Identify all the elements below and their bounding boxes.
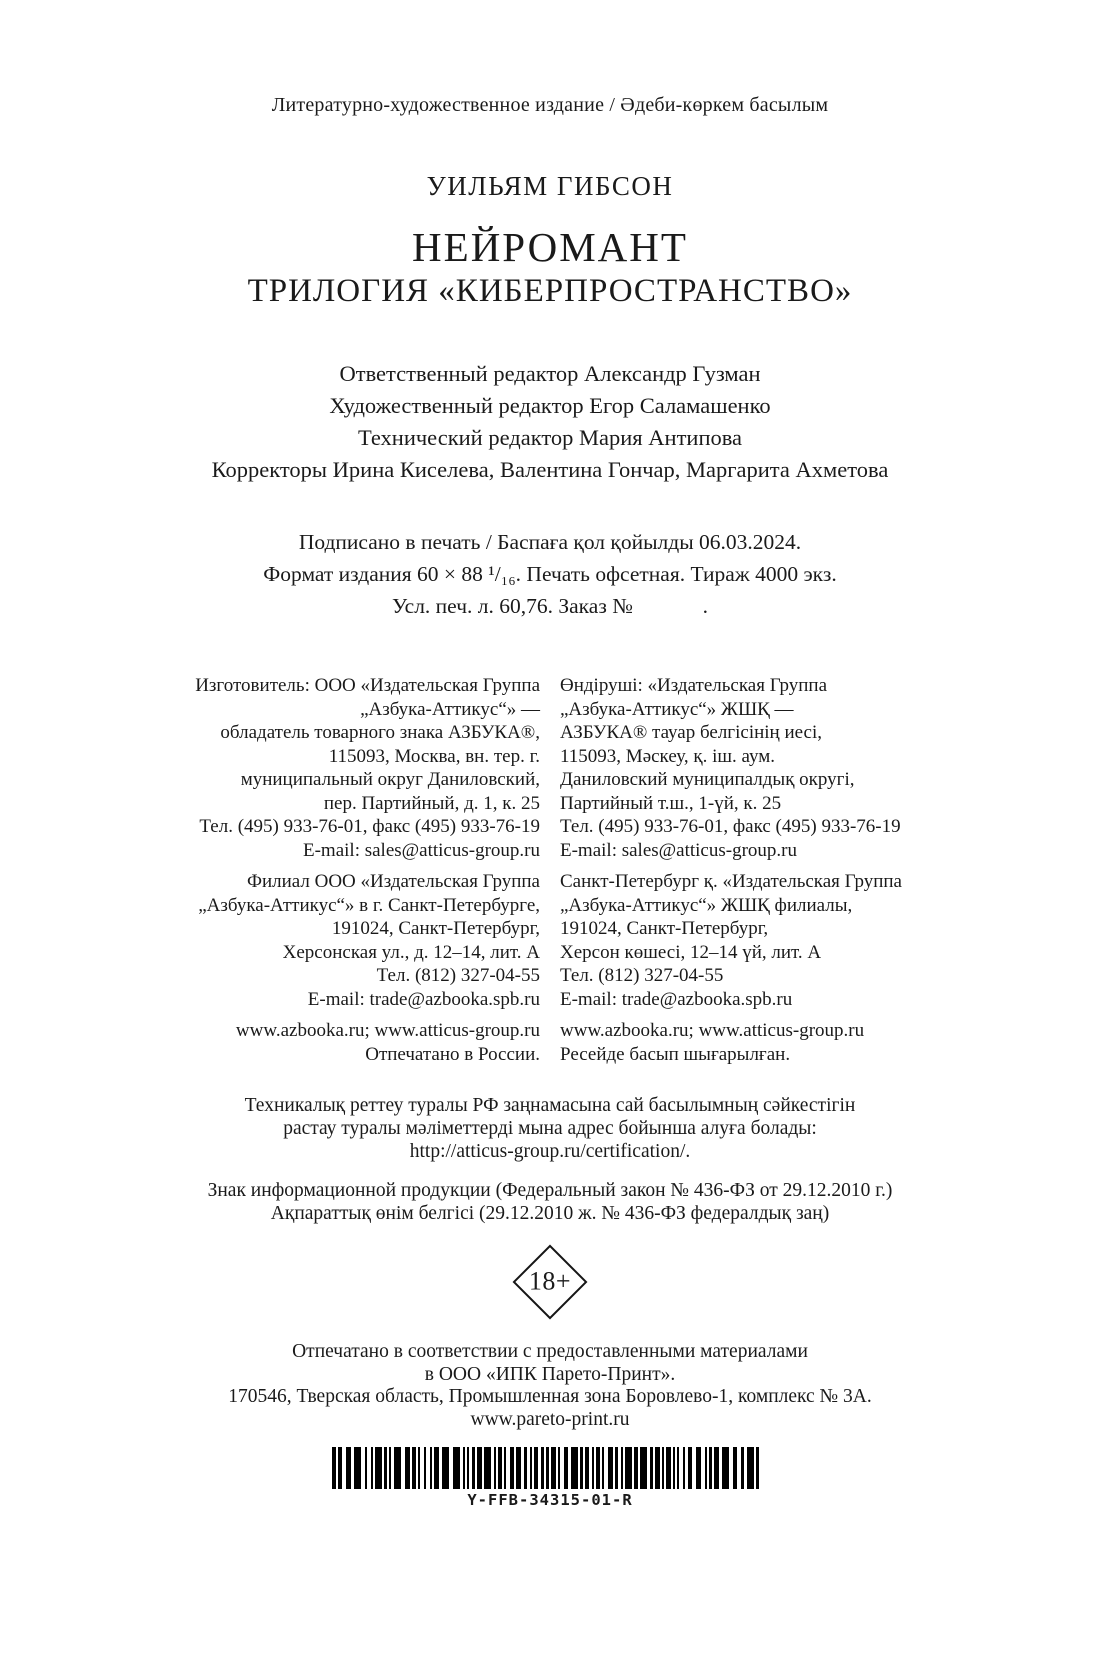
address-block bbox=[168, 674, 540, 862]
text-line: http://atticus-group.ru/certification/. bbox=[409, 1141, 691, 1162]
text-line: Даниловский муниципалдық округі, bbox=[560, 769, 855, 790]
text-line: растау туралы мәліметтерді мына адрес бойынша алуға болады: bbox=[283, 1118, 817, 1139]
text-line: Херсонская ул., д. 12–14, лит. А bbox=[282, 941, 540, 963]
text-line: Корректоры Ирина Киселева, Валентина Гончар, Маргарита Ахметова bbox=[211, 457, 889, 482]
text-line: Филиал ООО «Издательская Группа bbox=[246, 871, 540, 892]
text-line: Тел. (495) 933-76-01, факс (495) 933-76-19 bbox=[199, 816, 540, 837]
text-line: 170546, Тверская область, Промышленная зона Боровлево-1, комплекс № 3А. bbox=[228, 1386, 872, 1407]
text-line: 115093, Мәскеу, қ. іш. аум. bbox=[560, 745, 776, 767]
barcode-bars bbox=[332, 1447, 768, 1489]
publisher-column-russian bbox=[168, 674, 540, 1074]
address-block bbox=[168, 1019, 540, 1066]
text-line: Формат издания 60 × 88 ¹/₁₆. Печать офсетная. Тираж 4000 экз. bbox=[263, 562, 837, 586]
text-line: Санкт-Петербург қ. «Издательская Группа bbox=[560, 871, 902, 892]
age-rating-label: 18+ bbox=[528, 1266, 572, 1296]
editorial-staff bbox=[0, 358, 1100, 486]
text-line: Подписано в печать / Баспаға қол қойылды 06.03.2024. bbox=[298, 530, 802, 554]
text-line: обладатель товарного знака АЗБУКА®, bbox=[220, 722, 540, 743]
text-line: Отпечатано в России. bbox=[365, 1043, 540, 1065]
print-run-info bbox=[0, 526, 1100, 622]
text-line: Технический редактор Мария Антипова bbox=[357, 425, 743, 450]
publisher-columns bbox=[0, 674, 1100, 1074]
text-line: „Азбука-Аттикус“» ЖШҚ филиалы, bbox=[560, 894, 853, 916]
publisher-column-kazakh bbox=[560, 674, 932, 1074]
book-subtitle: ТРИЛОГИЯ «КИБЕРПРОСТРАНСТВО» bbox=[247, 273, 853, 309]
printing-house-info bbox=[0, 1341, 1100, 1431]
text-line: Херсон көшесі, 12–14 үй, лит. А bbox=[560, 941, 822, 963]
text-line: Партийный т.ш., 1-үй, к. 25 bbox=[560, 792, 782, 814]
age-rating-badge bbox=[511, 1243, 589, 1321]
address-block bbox=[560, 870, 932, 1011]
text-line: Отпечатано в соответствии с предоставленными материалами bbox=[292, 1341, 808, 1362]
edition-type-line: Литературно-художественное издание / Әдеби-көркем басылым bbox=[271, 94, 829, 116]
text-line: Тел. (812) 327-04-55 bbox=[376, 965, 540, 986]
text-line: „Азбука-Аттикус“» ЖШҚ — bbox=[560, 698, 794, 720]
text-line: пер. Партийный, д. 1, к. 25 bbox=[323, 792, 540, 814]
text-line: E-mail: sales@atticus-group.ru bbox=[560, 839, 797, 861]
text-line: www.azbooka.ru; www.atticus-group.ru bbox=[560, 1020, 865, 1041]
text-line: „Азбука-Аттикус“» — bbox=[360, 698, 540, 720]
text-line: E-mail: trade@azbooka.spb.ru bbox=[307, 988, 540, 1010]
text-line: E-mail: trade@azbooka.spb.ru bbox=[560, 988, 793, 1010]
address-block bbox=[168, 870, 540, 1011]
text-line: 115093, Москва, вн. тер. г. bbox=[328, 745, 540, 767]
text-line: Знак информационной продукции (Федеральный закон № 436-ФЗ от 29.12.2010 г.) bbox=[207, 1180, 893, 1201]
text-line: www.azbooka.ru; www.atticus-group.ru bbox=[235, 1020, 540, 1041]
text-line: Усл. печ. л. 60,76. Заказ № . bbox=[392, 594, 708, 618]
barcode-label: Y-FFB-34315-01-R bbox=[467, 1491, 633, 1509]
text-line: Ответственный редактор Александр Гузман bbox=[339, 361, 761, 386]
text-line: Тел. (495) 933-76-01, факс (495) 933-76-19 bbox=[560, 816, 901, 837]
information-product-sign bbox=[0, 1179, 1100, 1225]
text-line: 191024, Санкт-Петербург, bbox=[560, 918, 769, 939]
text-line: E-mail: sales@atticus-group.ru bbox=[303, 839, 540, 861]
author-name: УИЛЬЯМ ГИБСОН bbox=[426, 171, 674, 201]
text-line: www.pareto-print.ru bbox=[470, 1408, 630, 1430]
text-line: Ақпараттық өнім белгісі (29.12.2010 ж. № 436-ФЗ федералдық заң) bbox=[270, 1203, 830, 1224]
text-line: Художественный редактор Егор Саламашенко bbox=[329, 393, 771, 418]
text-line: Изготовитель: ООО «Издательская Группа bbox=[195, 675, 540, 696]
text-line: Ресейде басып шығарылған. bbox=[560, 1043, 791, 1065]
barcode bbox=[0, 1447, 1100, 1509]
text-line: в ООО «ИПК Парето-Принт». bbox=[424, 1363, 676, 1385]
address-block bbox=[560, 1019, 932, 1066]
address-block bbox=[560, 674, 932, 862]
certification-info bbox=[0, 1094, 1100, 1163]
text-line: АЗБУКА® тауар белгісінің иесі, bbox=[560, 722, 822, 743]
text-line: „Азбука-Аттикус“» в г. Санкт-Петербурге, bbox=[198, 894, 540, 916]
text-line: муниципальный округ Даниловский, bbox=[240, 769, 540, 790]
book-title: НЕЙРОМАНТ bbox=[412, 224, 688, 270]
text-line: Техникалық реттеу туралы РФ заңнамасына сай басылымның сәйкестігін bbox=[244, 1095, 856, 1116]
text-line: 191024, Санкт-Петербург, bbox=[331, 918, 540, 939]
text-line: Тел. (812) 327-04-55 bbox=[560, 965, 724, 986]
text-line: Өндіруші: «Издательская Группа bbox=[560, 675, 828, 696]
